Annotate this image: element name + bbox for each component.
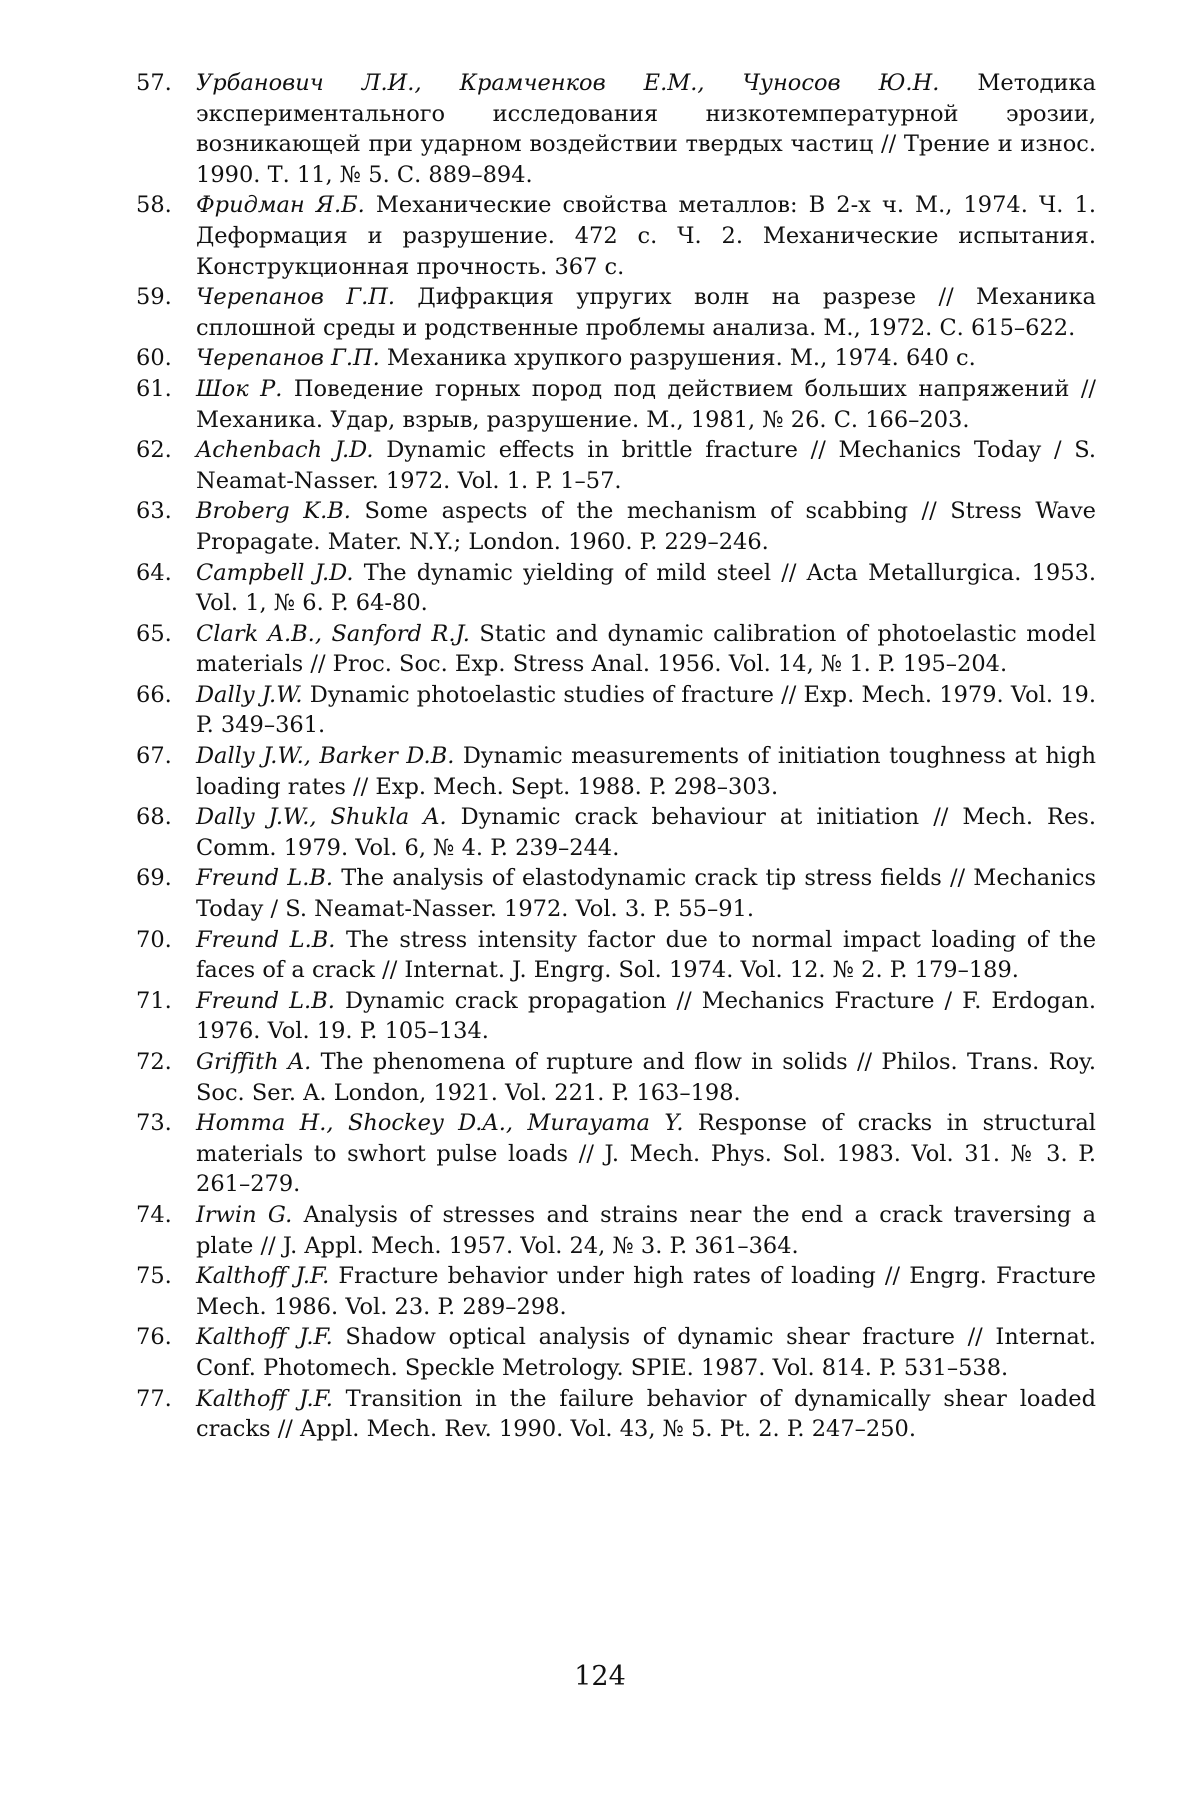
reference-authors: Kalthoff J.F. (196, 1324, 333, 1351)
reference-authors: Campbell J.D. (196, 559, 354, 586)
reference-item (136, 863, 1096, 924)
reference-number: 71. (136, 987, 172, 1014)
reference-number: 70. (136, 926, 172, 953)
page-number: 124 (574, 1661, 626, 1692)
reference-authors: Achenbach J.D. (196, 437, 374, 464)
reference-text: Методика экспериментального исследования низкотемпературной эрозии, возникающей при ударном воздействии твердых частиц // Трение и износ. 1990. Т. 11, № 5. С. 889–894. (196, 70, 1097, 188)
reference-authors: Homma H., Shockey D.A., Murayama Y. (196, 1110, 684, 1137)
reference-number: 69. (136, 865, 172, 892)
reference-item (136, 496, 1096, 557)
reference-number: 63. (136, 498, 172, 525)
reference-item (136, 282, 1096, 343)
reference-text: Transition in the failure behavior of dynamically shear loaded cracks // Appl. Mech. Rev. 1990. Vol. 43, № 5. Pt. 2. P. 247–250. (196, 1385, 1096, 1443)
reference-number: 60. (136, 345, 172, 372)
reference-item (136, 802, 1096, 863)
reference-item (136, 1384, 1096, 1445)
reference-text: Механические свойства металлов: В 2-х ч. М., 1974. Ч. 1. Деформация и разрушение. 472 с. Ч. 2. Механические испытания. Конструкционная прочность. 367 с. (196, 192, 1096, 280)
reference-authors: Griffith A. (196, 1049, 312, 1075)
reference-item (136, 925, 1096, 986)
page-body (136, 68, 1096, 1445)
reference-number: 74. (136, 1201, 172, 1228)
reference-number: 72. (136, 1049, 172, 1075)
reference-authors: Dally J.W., Shukla A. (196, 804, 447, 831)
reference-authors: Dally J.W., Barker D.B. (196, 743, 455, 770)
reference-item (136, 680, 1096, 741)
reference-authors: Broberg K.B. (196, 498, 351, 525)
reference-number: 73. (136, 1110, 172, 1137)
reference-number: 66. (136, 681, 172, 708)
reference-item (136, 1047, 1096, 1108)
reference-list (136, 68, 1096, 1445)
reference-number: 58. (136, 192, 172, 219)
reference-item (136, 986, 1096, 1047)
reference-authors: Kalthoff J.F. (196, 1263, 330, 1290)
reference-text: The phenomena of rupture and flow in solids // Philos. Trans. Roy. Soc. Ser. A. London, 1921. Vol. 221. P. 163–198. (196, 1049, 1096, 1106)
reference-item (136, 558, 1096, 619)
reference-item (136, 619, 1096, 680)
reference-text: The stress intensity factor due to normal impact loading of the faces of a crack // Internat. J. Engrg. Sol. 1974. Vol. 12. № 2. P. 179–189. (196, 926, 1097, 984)
reference-authors: Freund L.B. (196, 926, 336, 953)
reference-text: Дифракция упругих волн на разрезе // Механика сплошной среды и родственные проблемы анализа. М., 1972. С. 615–622. (196, 284, 1096, 341)
reference-text: Dynamic photoelastic studies of fracture // Exp. Mech. 1979. Vol. 19. P. 349–361. (196, 681, 1096, 739)
reference-text: Static and dynamic calibration of photoelastic model materials // Proc. Soc. Exp. Stress Anal. 1956. Vol. 14, № 1. P. 195–204. (196, 620, 1097, 678)
reference-authors: Clark A.B., Sanford R.J. (196, 620, 470, 647)
reference-authors: Шок Р. (196, 375, 283, 402)
reference-item (136, 343, 1096, 374)
reference-number: 76. (136, 1324, 172, 1351)
reference-item (136, 435, 1096, 496)
reference-text: Fracture behavior under high rates of loading // Engrg. Fracture Mech. 1986. Vol. 23. P. 289–298. (196, 1263, 1096, 1320)
reference-text: The analysis of elastodynamic crack tip stress fields // Mechanics Today / S. Neamat-Nasser. 1972. Vol. 3. P. 55–91. (196, 865, 1096, 923)
reference-text: Dynamic crack behaviour at initiation // Mech. Res. Comm. 1979. Vol. 6, № 4. P. 239–244. (196, 804, 1096, 861)
reference-authors: Фридман Я.Б. (196, 192, 365, 219)
reference-authors: Урбанович Л.И., Крамченков Е.М., Чуносов Ю.Н. (196, 70, 940, 96)
reference-text: Механика хрупкого разрушения. М., 1974. 640 с. (379, 345, 976, 372)
reference-item (136, 1200, 1096, 1261)
reference-text: Dynamic crack propagation // Mechanics Fracture / F. Erdogan. 1976. Vol. 19. P. 105–134. (196, 987, 1097, 1045)
reference-text: Поведение горных пород под действием больших напряжений // Механика. Удар, взрыв, разрушение. М., 1981, № 26. С. 166–203. (196, 375, 1096, 433)
reference-text: Dynamic effects in brittle fracture // Mechanics Today / S. Neamat-Nasser. 1972. Vol. 1. P. 1–57. (196, 437, 1096, 494)
reference-number: 68. (136, 804, 172, 831)
reference-number: 62. (136, 437, 172, 464)
reference-item (136, 68, 1096, 190)
reference-text: Some aspects of the mechanism of scabbing // Stress Wave Propagate. Mater. N.Y.; London. 1960. P. 229–246. (196, 498, 1096, 555)
reference-authors: Freund L.B. (196, 865, 334, 892)
reference-authors: Kalthoff J.F. (196, 1385, 333, 1412)
reference-item (136, 1322, 1096, 1383)
reference-authors: Irwin G. (196, 1201, 293, 1228)
reference-number: 57. (136, 70, 172, 96)
reference-item (136, 1261, 1096, 1322)
reference-authors: Dally J.W. (196, 681, 303, 708)
reference-number: 61. (136, 375, 172, 402)
reference-number: 75. (136, 1263, 172, 1290)
reference-text: Analysis of stresses and strains near the end a crack traversing a plate // J. Appl. Mech. 1957. Vol. 24, № 3. P. 361–364. (196, 1201, 1096, 1259)
reference-item (136, 374, 1096, 435)
reference-number: 65. (136, 620, 172, 647)
reference-text: Response of cracks in structural materials to swhort pulse loads // J. Mech. Phys. Sol. 1983. Vol. 31. № 3. P. 261–279. (196, 1110, 1096, 1198)
reference-number: 77. (136, 1385, 172, 1412)
reference-authors: Черепанов Г.П. (196, 345, 380, 372)
reference-number: 64. (136, 559, 172, 586)
reference-text: Dynamic measurements of initiation toughness at high loading rates // Exp. Mech. Sept. 1988. P. 298–303. (196, 743, 1096, 800)
reference-text: The dynamic yielding of mild steel // Acta Metallurgica. 1953. Vol. 1, № 6. P. 64-80. (196, 559, 1096, 617)
reference-item (136, 741, 1096, 802)
reference-number: 67. (136, 743, 172, 770)
reference-authors: Freund L.B. (196, 987, 335, 1014)
reference-number: 59. (136, 284, 172, 311)
reference-text: Shadow optical analysis of dynamic shear fracture // Internat. Conf. Photomech. Speckle Metrology. SPIE. 1987. Vol. 814. P. 531–538. (196, 1324, 1096, 1381)
reference-item (136, 190, 1096, 282)
reference-authors: Черепанов Г.П. (196, 284, 396, 311)
reference-item (136, 1108, 1096, 1200)
